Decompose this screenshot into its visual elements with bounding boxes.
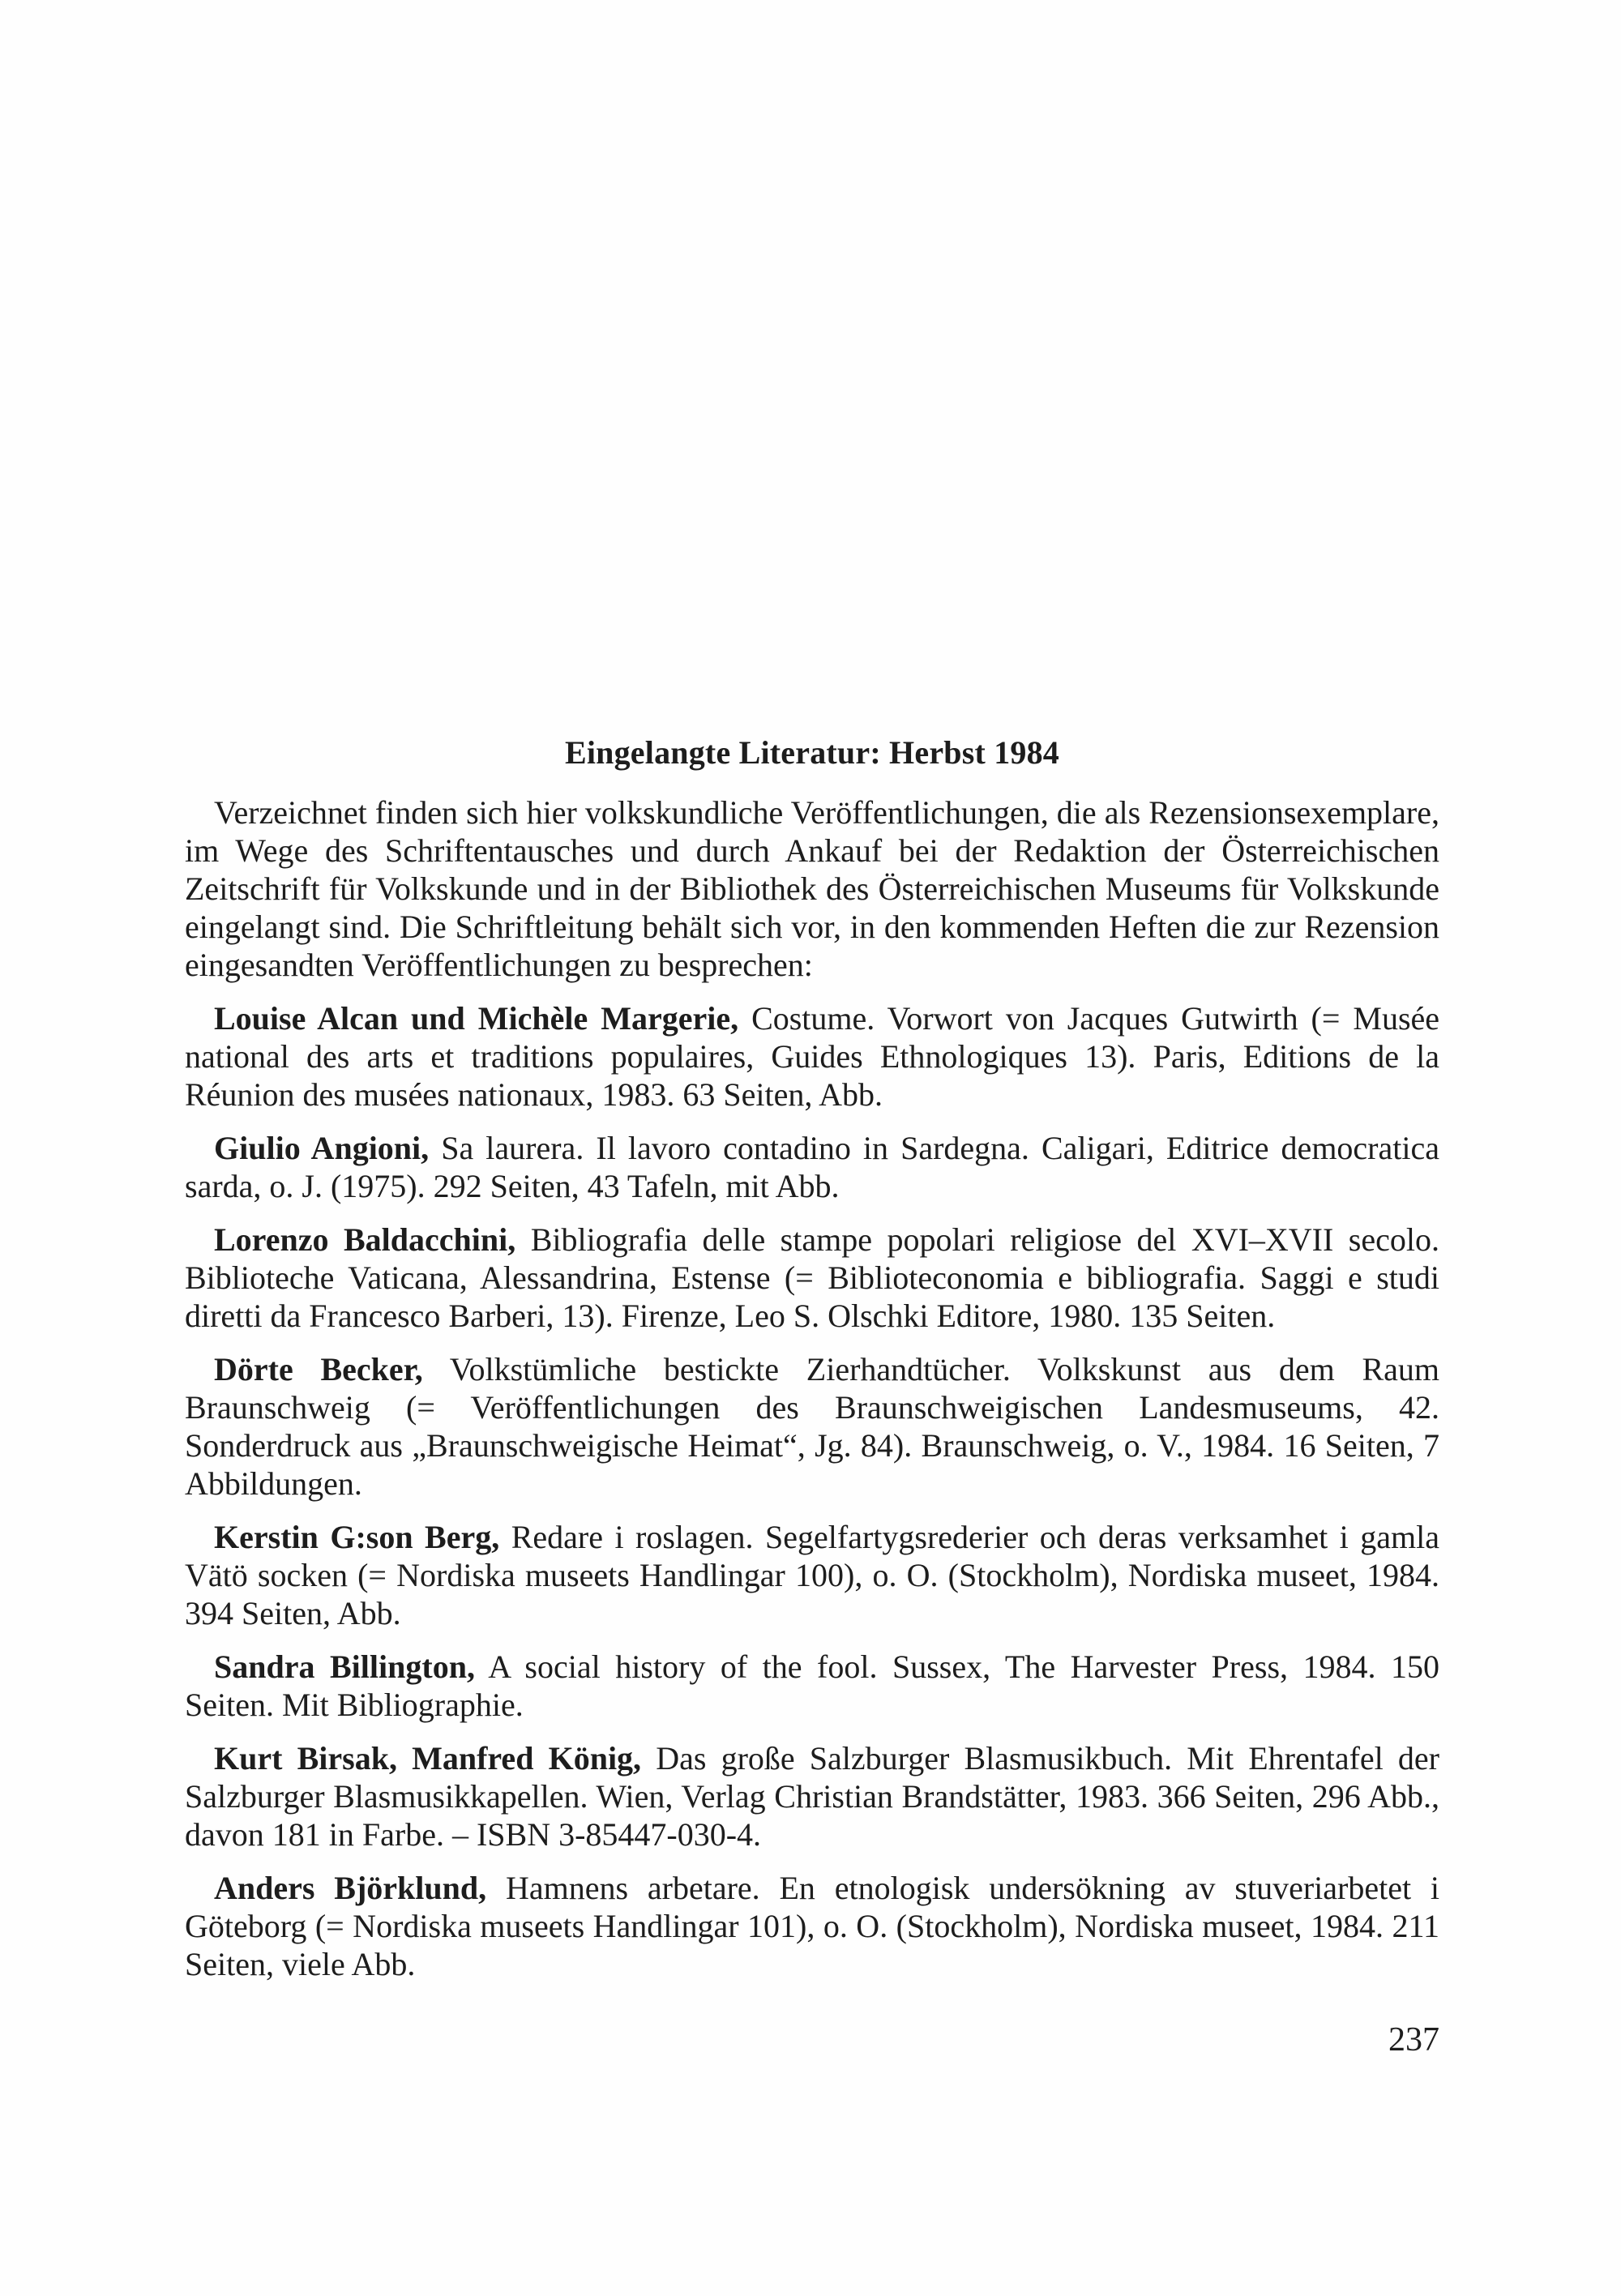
entry-text: Sa laurera. Il lavoro contadino in Sardegna. Caligari, Editrice democratica sarda, o. J. (1975). 292 Seiten, 43 Tafeln, mit Abb. (185, 1130, 1439, 1204)
entry-text: A social history of the fool. Sussex, The Harvester Press, 1984. 150 Seiten. Mit Bibliographie. (185, 1648, 1440, 1723)
literature-entry (185, 1518, 1439, 1632)
literature-entry (185, 1129, 1439, 1205)
literature-entry (185, 1221, 1439, 1335)
intro-paragraph: Verzeichnet finden sich hier volkskundliche Veröffentlichungen, die als Rezensionsexemplare, im Wege des Schriftentausches und durch Ankauf bei der Redaktion der Österreichischen Zeitschrift für Volkskunde und in der Bibliothek des Österreichischen Museums für Volkskunde eingelangt sind. Die Schriftleitung behält sich vor, in den kommenden Heften die zur Rezension eingesandten Veröffentlichungen zu besprechen: (185, 794, 1439, 983)
literature-entry (185, 1350, 1439, 1503)
entry-author: Dörte Becker, (214, 1351, 423, 1387)
literature-entry (185, 1869, 1439, 1983)
entry-text: Volkstümliche bestickte Zierhandtücher. Volkskunst aus dem Raum Braunschweig (= Veröffentlichungen des Braunschweigischen Landesmuseums, 42. Sonderdruck aus „Braunschweigische Heimat“, Jg. 84). Braunschweig, o. V., 1984. 16 Seiten, 7 Abbildungen. (185, 1351, 1440, 1502)
literature-entry (185, 1648, 1439, 1724)
entry-author: Lorenzo Baldacchini, (214, 1221, 516, 1258)
entry-author: Giulio Angioni, (214, 1130, 430, 1166)
page-content (185, 733, 1439, 2059)
entry-text: Das große Salzburger Blasmusikbuch. Mit Ehrentafel der Salzburger Blasmusikkapellen. Wien, Verlag Christian Brandstätter, 1983. 366 Seiten, 296 Abb., davon 181 in Farbe. – ISBN 3-85447-030-4. (185, 1740, 1440, 1853)
literature-entry (185, 999, 1439, 1114)
page-title: Eingelangte Literatur: Herbst 1984 (564, 734, 1060, 771)
entry-author: Anders Björklund, (214, 1870, 487, 1906)
entry-author: Louise Alcan und Michèle Margerie, (214, 1000, 739, 1037)
page-number: 237 (1388, 2021, 1439, 2059)
literature-entry (185, 1739, 1439, 1853)
entry-text: Bibliografia delle stampe popolari religiose del XVI–XVII secolo. Biblioteche Vaticana, Alessandrina, Estense (= Biblioteconomia e bibliografia. Saggi e studi diretti da Francesco Barberi, 13). Firenze, Leo S. Olschki Editore, 1980. 135 Seiten. (185, 1221, 1439, 1334)
entry-text: Hamnens arbetare. En etnologisk undersökning av stuveriarbetet i Göteborg (= Nordiska museets Handlingar 101), o. O. (Stockholm), Nordiska museet, 1984. 211 Seiten, viele Abb. (185, 1870, 1439, 1982)
entry-text: Costume. Vorwort von Jacques Gutwirth (= Musée national des arts et traditions populaires, Guides Ethnologiques 13). Paris, Editions de la Réunion des musées nationaux, 1983. 63 Seiten, Abb. (185, 1000, 1440, 1113)
entry-author: Kurt Birsak, Manfred König, (214, 1740, 642, 1777)
entry-author: Sandra Billington, (214, 1648, 475, 1685)
entry-author: Kerstin G:son Berg, (214, 1519, 500, 1555)
entry-text: Redare i roslagen. Segelfartygsrederier och deras verksamhet i gamla Vätö socken (= Nordiska museets Handlingar 100), o. O. (Stockholm), Nordiska museet, 1984. 394 Seiten, Abb. (185, 1519, 1439, 1631)
